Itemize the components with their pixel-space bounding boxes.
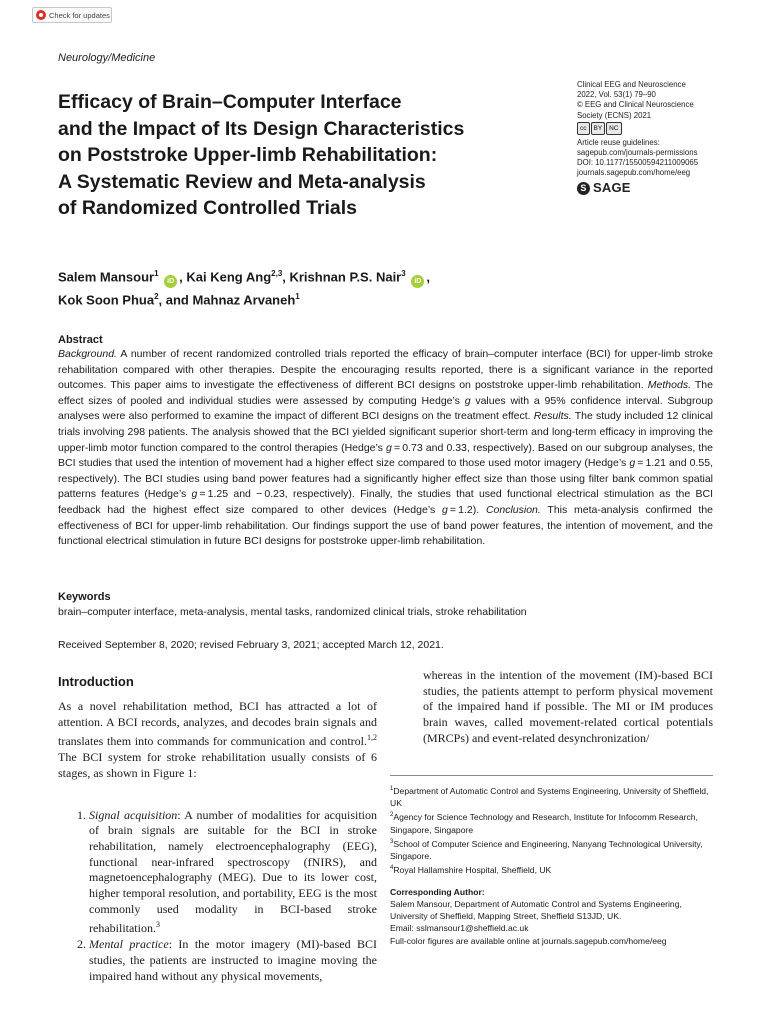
abstract-body xyxy=(58,347,713,550)
math-var: g xyxy=(386,441,392,454)
author-name: Kok Soon Phua xyxy=(58,292,155,308)
full-color-note: Full-color figures are available online at journals.sagepub.com/home/eeg xyxy=(390,935,667,946)
title-line: of Randomized Controlled Trials xyxy=(58,197,358,219)
corresponding-author-email[interactable]: Email: sslmansour1@sheffield.ac.uk xyxy=(390,923,529,934)
journal-volume: 2022, Vol. 53(1) 79–90 xyxy=(577,90,656,100)
affiliation-text: School of Computer Science and Engineering, Nanyang Technological University, Singapore. xyxy=(390,838,703,862)
cc-license-badge[interactable] xyxy=(577,123,747,135)
update-icon xyxy=(36,10,46,20)
abstract-text: = 1.25 and − 0.23, respectively). Finally, the studies that used functional electrical stimulation as the BCI feedback had the highest effect size compared to other devices (Hedge’s xyxy=(58,488,713,516)
intro-paragraph xyxy=(58,699,377,782)
journal-meta xyxy=(577,80,747,195)
author-name: , Kai Keng Ang xyxy=(179,269,272,285)
affiliation-sup: 1 xyxy=(295,292,300,302)
cc-icon: cc xyxy=(577,122,590,135)
author-separator: , xyxy=(426,269,430,285)
affiliation-sup: 3 xyxy=(401,269,406,278)
right-column xyxy=(423,668,713,747)
intro-text: As a novel rehabilitation method, BCI has attracted a lot of attention. A BCI records, analyzes, and decodes brain signals and translates them into commands for communication and control. xyxy=(58,699,377,749)
affiliation-sup: 1 xyxy=(154,269,159,278)
abstract-text: = 0.73 and 0.33, respectively). Based on our subgroup analyses, the BCI studies that used the intention of movement had a higher effect size compared to those used motor imagery (Hedge’s xyxy=(58,441,713,470)
article-title xyxy=(58,89,548,222)
check-for-updates-label: Check for updates xyxy=(49,10,110,20)
section-label: Neurology/Medicine xyxy=(58,52,156,64)
list-item-label: Signal acquisition xyxy=(89,807,178,822)
citation-sup[interactable]: 3 xyxy=(155,920,160,930)
abstract-text: This meta-analysis confirmed the effectiveness of BCI for upper-limb rehabilitation. Our findings support the use of band power features, the intention of movement, and the functional electrical stimulation in future BCI designs for poststroke upper-limb rehabilitation. xyxy=(58,503,714,548)
intro-text: The BCI system for stroke rehabilitation usually consists of 6 stages, as shown in Figure 1: xyxy=(58,750,377,780)
math-var: g xyxy=(464,394,471,407)
affiliation-sup: 2 xyxy=(390,812,394,819)
by-icon: BY xyxy=(591,122,606,135)
copyright-line: Society (ECNS) 2021 xyxy=(577,110,652,120)
abstract-text: A number of recent randomized controlled trials reported the efficacy of brain–computer interface (BCI) for upper-limb stroke rehabilitation compared with other therapies. Despite the encouraging results reported, there is a significant variance in the reported outcomes. This paper aims to investigate the effectiveness of different BCI designs on poststroke upper-limb rehabilitation. xyxy=(58,348,713,392)
keywords-heading: Keywords xyxy=(58,591,111,603)
reuse-label: Article reuse guidelines: xyxy=(577,137,660,147)
list-item-text: : In the motor imagery (MI)-based BCI studies, the patients are instructed to imagine moving the impaired hand without any physical movements, xyxy=(89,937,377,983)
abstract-text: = 1.2). xyxy=(447,503,480,516)
abstract-text: values with a 95% confidence interval. Subgroup analyses were also performed to examine the impact of different BCI designs on the treatment effect. xyxy=(58,394,714,423)
journal-home-link[interactable]: journals.sagepub.com/home/eeg xyxy=(577,168,691,178)
affiliation xyxy=(390,836,713,862)
abstract-label: Conclusion. xyxy=(479,503,541,516)
affiliation-sup: 3 xyxy=(390,838,394,845)
author-name: , and Mahnaz Arvaneh xyxy=(158,292,296,308)
affiliation-text: Department of Automatic Control and Systems Engineering, University of Sheffield, UK xyxy=(390,785,709,809)
affiliation-text: Agency for Science Technology and Research, Institute for Infocomm Research, Singapore, Singapore xyxy=(390,812,698,835)
left-column xyxy=(58,699,377,984)
affiliation-sup: 2,3 xyxy=(271,269,283,278)
math-var: g xyxy=(441,503,448,516)
affiliation-sup: 4 xyxy=(390,865,394,872)
title-line: A Systematic Review and Meta-analysis xyxy=(58,170,426,193)
abstract-text: The effect sizes of pooled and individual studies were assessed by computing Hedge’s xyxy=(58,379,713,407)
reuse-link[interactable]: sagepub.com/journals-permissions xyxy=(577,148,698,158)
list-item-text: : A number of modalities for acquisition of brain signals are suitable for the BCI in stroke rehabilitation, namely electroencephalography (EEG), functional near-infrared spectroscopy (fNIRS), and magnetoencephalography (MEG). Due to its lower cost, higher temporal resolution, and portability, EEG is the most commonly used modality in BCI-based stroke rehabilitation. xyxy=(89,807,377,936)
affiliation xyxy=(390,783,713,809)
abstract-heading: Abstract xyxy=(58,334,103,346)
math-var: g xyxy=(191,488,198,501)
affiliation-text: Royal Hallamshire Hospital, Sheffield, UK xyxy=(393,865,552,876)
abstract-text: The study included 12 clinical trials involving 298 patients. The analysis showed that the BCI yielded significant superior short-term and long-term efficacy in improving the upper-limb motor function compared to the control therapies (Hedge’s xyxy=(58,410,713,454)
abstract-label: Methods. xyxy=(643,379,691,392)
abstract xyxy=(58,333,713,550)
author-list xyxy=(58,265,618,310)
abstract-text: = 1.21 and 0.55, respectively). The BCI studies using band power features had a significantly higher effect size than those using filter bank common spatial patterns features (Hedge’s xyxy=(58,457,713,501)
footnotes xyxy=(390,783,713,947)
publisher-logo xyxy=(577,182,747,195)
affiliation-sup: 1 xyxy=(390,786,394,792)
corresponding-author-address: Salem Mansour, Department of Automatic Control and Systems Engineering, University of Sheffield, Mapping Street, Sheffield S13JD, UK. xyxy=(390,898,682,922)
author-name: , Krishnan P.S. Nair xyxy=(282,269,402,285)
received-dates: Received September 8, 2020; revised February 3, 2021; accepted March 12, 2021. xyxy=(58,639,444,651)
footnote-divider xyxy=(390,775,713,776)
list-item xyxy=(89,808,377,938)
orcid-icon[interactable]: iD xyxy=(164,275,177,288)
title-line: and the Impact of Its Design Characteristics xyxy=(58,117,465,140)
nc-icon: NC xyxy=(606,122,621,135)
copyright-line: © EEG and Clinical Neuroscience xyxy=(577,100,694,110)
sage-icon: S xyxy=(577,182,590,195)
list-item-label: Mental practice xyxy=(89,937,169,952)
stage-list xyxy=(58,808,377,985)
abstract-label: Results. xyxy=(530,410,572,423)
keywords-text: brain–computer interface, meta-analysis, mental tasks, randomized clinical trials, stroke rehabilitation xyxy=(58,606,527,618)
citation-sup[interactable]: 1,2 xyxy=(367,733,377,743)
corresponding-author-heading: Corresponding Author: xyxy=(390,886,485,897)
check-for-updates-badge[interactable] xyxy=(32,7,112,23)
title-line: Efficacy of Brain–Computer Interface xyxy=(58,91,402,113)
orcid-icon[interactable]: iD xyxy=(411,275,424,288)
journal-name: Clinical EEG and Neuroscience xyxy=(577,80,686,89)
author-name: Salem Mansour xyxy=(58,269,155,285)
list-item xyxy=(89,937,377,984)
intro-continuation: whereas in the intention of the movement (IM)-based BCI studies, the patients attempt to perform physical movement of the impaired hand if possible. The MI or IM produces brain waves, called movement-related cortical potentials (MRCPs) and event-related desynchronization/ xyxy=(423,668,713,745)
affiliation-sup: 2 xyxy=(154,292,159,302)
math-var: g xyxy=(629,457,636,470)
affiliation xyxy=(390,809,713,835)
doi-link[interactable]: DOI: 10.1177/15500594211009065 xyxy=(577,158,699,168)
affiliation xyxy=(390,862,713,876)
title-line: on Poststroke Upper-limb Rehabilitation: xyxy=(58,144,438,166)
keywords xyxy=(58,590,713,620)
publisher-name: SAGE xyxy=(593,180,631,196)
introduction-heading: Introduction xyxy=(58,674,134,689)
abstract-label: Background. xyxy=(58,348,117,360)
